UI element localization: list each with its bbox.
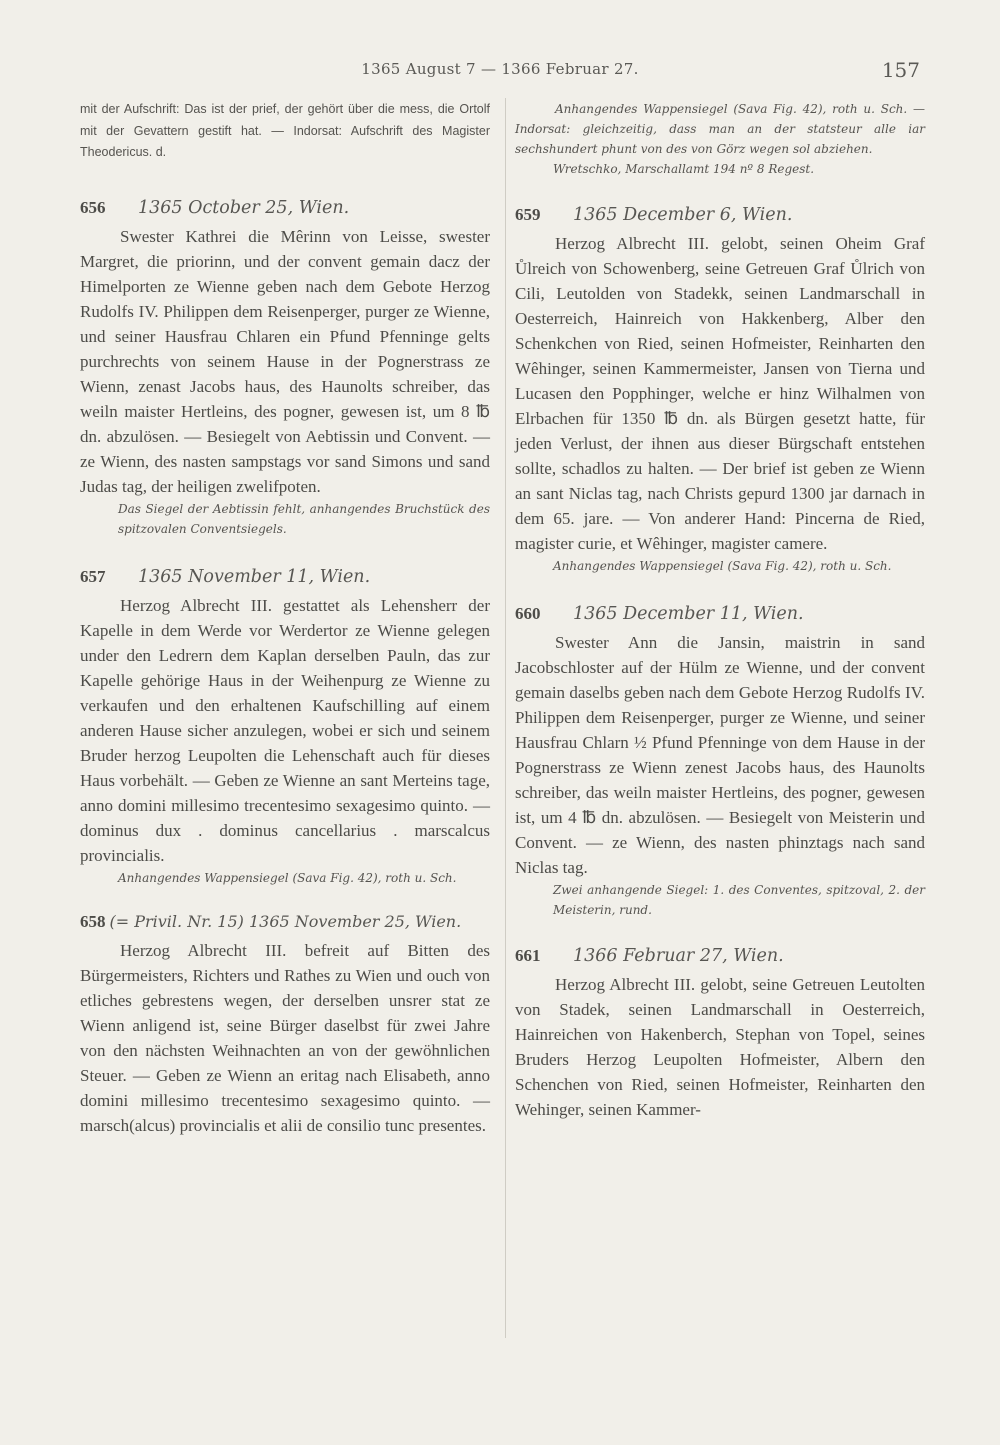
entry-header [80,908,490,936]
entry-text: Swester Kathrei die Mêrinn von Leisse, swester Margret, die priorinn, und der convent gemain dacz der Himelporten ze Wienne geben nach dem Gebote Herzog Rudolfs IV. Philippen dem Reisenperger, purger ze Wienne, und seiner Hausfrau Chlaren ein Pfund Pfenninge gelts purchrechts von seinem Hause in der Pognerstrass ze Wienn, zenast Jacobs haus, des Haunolts schreiber, das weiln maister Hertleins, des pogner, gewesen ist, um 8 ℔ dn. abzulösen. — Besiegelt von Aebtissin und Convent. — ze Wienn, des nasten sampstags vor sand Simons und sand Judas tag, der heiligen zwelifpoten. [80,226,490,496]
entry-note: Anhangendes Wappensiegel (Sava Fig. 42), roth u. Sch. [553,559,892,573]
entry-659 [515,201,925,576]
reference-note: Wretschko, Marschallamt 194 nº 8 Regest. [553,162,815,176]
page-number: 157 [881,58,920,82]
entry-header [515,942,925,970]
entry-658 [80,908,490,1138]
right-column [515,99,925,1122]
entry-note: Zwei anhangende Siegel: 1. des Conventes, spitzoval, 2. der Meisterin, rund. [553,883,925,917]
entry-number: 656 [80,197,106,217]
entry-note: Anhangendes Wappensiegel (Sava Fig. 42), roth u. Sch. [118,870,457,885]
entry-date: (= Privil. Nr. 15) 1365 November 25, Wien. [109,911,462,931]
entry-note: Das Siegel der Aebtissin fehlt, anhangendes Bruchstück des spitzovalen Conventsiegels. [118,501,490,536]
entry-date: 1365 November 11, Wien. [138,566,371,587]
entry-date: 1366 Februar 27, Wien. [573,946,784,966]
entry-661 [515,942,925,1122]
entry-date: 1365 December 11, Wien. [573,604,804,624]
entry-656 [80,194,490,539]
entry-660 [515,600,925,920]
entry-header [515,201,925,229]
column-divider [505,98,506,1338]
entry-number: 657 [80,566,106,586]
entry-header [515,600,925,628]
entry-text: Herzog Albrecht III. gelobt, seine Getreuen Leutolten von Stadek, seinen Landmarschall in Oesterreich, Hainreichen von Hakenberch, Stephan von Topel, seines Bruders Herzog Leupolten Hofmeister, Albern den Schenchen von Ried, seinen Hofmeister, Reinharten den Wehinger, seinen Kammer- [515,975,925,1119]
continuation-note: mit der Aufschrift: Das ist der prief, der gehört über die mess, die Ortolf mit der Gevattern gestift hat. — Indorsat: Aufschrift des Magister Theodericus. d. [80,102,490,159]
entry-657 [80,563,490,888]
entry-header [80,194,490,222]
entry-date: 1365 October 25, Wien. [138,197,350,218]
entry-text: Herzog Albrecht III. befreit auf Bitten des Bürgermeisters, Richters und Rathes zu Wien und ouch von etliches gebrestens wegen, der derselben unsrer stat ze Wienn anligend ist, seine Bürger daselbst für zwei Jahre von den nächsten Weihnachten an von der gewöhnlichen Steuer. — Geben ze Wienn an eritag nach Elisabeth, anno domini millesimo trecentesimo sexagesimo quinto. — marsch(alcus) provincialis et alii de consilio tunc presentes. [80,940,490,1135]
entry-number: 660 [515,604,541,623]
entry-text: Herzog Albrecht III. gestattet als Lehensherr der Kapelle in dem Werde vor Werdertor ze Wienne gelegen under den Ledrern dem Kaplan derselben Pauln, das zur Kapelle gehörige Haus in der Weihenpurg ze Wienne zu verkaufen und den erhaltenen Kaufschilling auf einem anderen Hause sicher anzulegen, wobei er sich und seinem Bruder herzog Leupolten die Lehenschaft auch für dieses Haus vorbehält. — Geben ze Wienne an sant Merteins tage, anno domini millesimo trecentesimo sexagesimo quinto. — dominus dux . dominus cancellarius . marscalcus provincialis. [80,595,490,865]
entry-number: 661 [515,946,541,965]
entry-text: Herzog Albrecht III. gelobt, seinen Oheim Graf Ůlreich von Schowenberg, seine Getreuen Graf Ůlrich von Cili, Leutolden von Stadekk, seinen Landmarschall in Oesterreich, Hainreich von Hakkenberg, Alber den Schenkchen von Ried, seinen Hofmeister, Reinharten den Wêhinger, seinen Kammermeister, Jansen von Tierna und Lucasen den Popphinger, welche er hinz Wilhalmen von Elrbachen für 1350 ℔ dn. als Bürgen gesetzt hatte, für jeden Verlust, der ihnen aus dieser Bürgschaft entstehen sollte, schadlos zu halten. — Der brief ist geben ze Wienn an sant Niclas tag, nach Christs gepurd 1300 jar darnach in dem 65. jare. — Von anderer Hand: Pincerna de Ried, magister curie, et Wêhinger, magister camere. [515,234,925,553]
running-head: 1365 August 7 — 1366 Februar 27. [361,60,639,78]
entry-date: 1365 December 6, Wien. [573,205,793,225]
entry-number: 658 [80,911,106,931]
continuation-note: Anhangendes Wappensiegel (Sava Fig. 42), roth u. Sch. — Indorsat: gleichzeitig, dass man an der statsteur alle iar sechshundert phunt von des von Görz wegen sol abziehen. [515,102,925,156]
entry-text: Swester Ann die Jansin, maistrin in sand Jacobschloster auf der Hülm ze Wienne, und der convent gemain daselbs geben nach dem Gebote Herzog Rudolfs IV. Philippen dem Reisenperger, purger ze Wienne, und seiner Hausfrau Chlarn ½ Pfund Pfenninge von dem Hause in der Pognerstrass ze Wienn zenest Jacobs haus, des Haunolts schreiber, das weiln maister Hertleins, des pogner, gewesen ist, um 4 ℔ dn. abzulösen. — Besiegelt von Meisterin und Convent. — ze Wienn, des nasten phinztags nach sand Niclas tag. [515,633,925,877]
entry-number: 659 [515,205,541,224]
entry-header [80,563,490,591]
left-column [80,99,490,1138]
